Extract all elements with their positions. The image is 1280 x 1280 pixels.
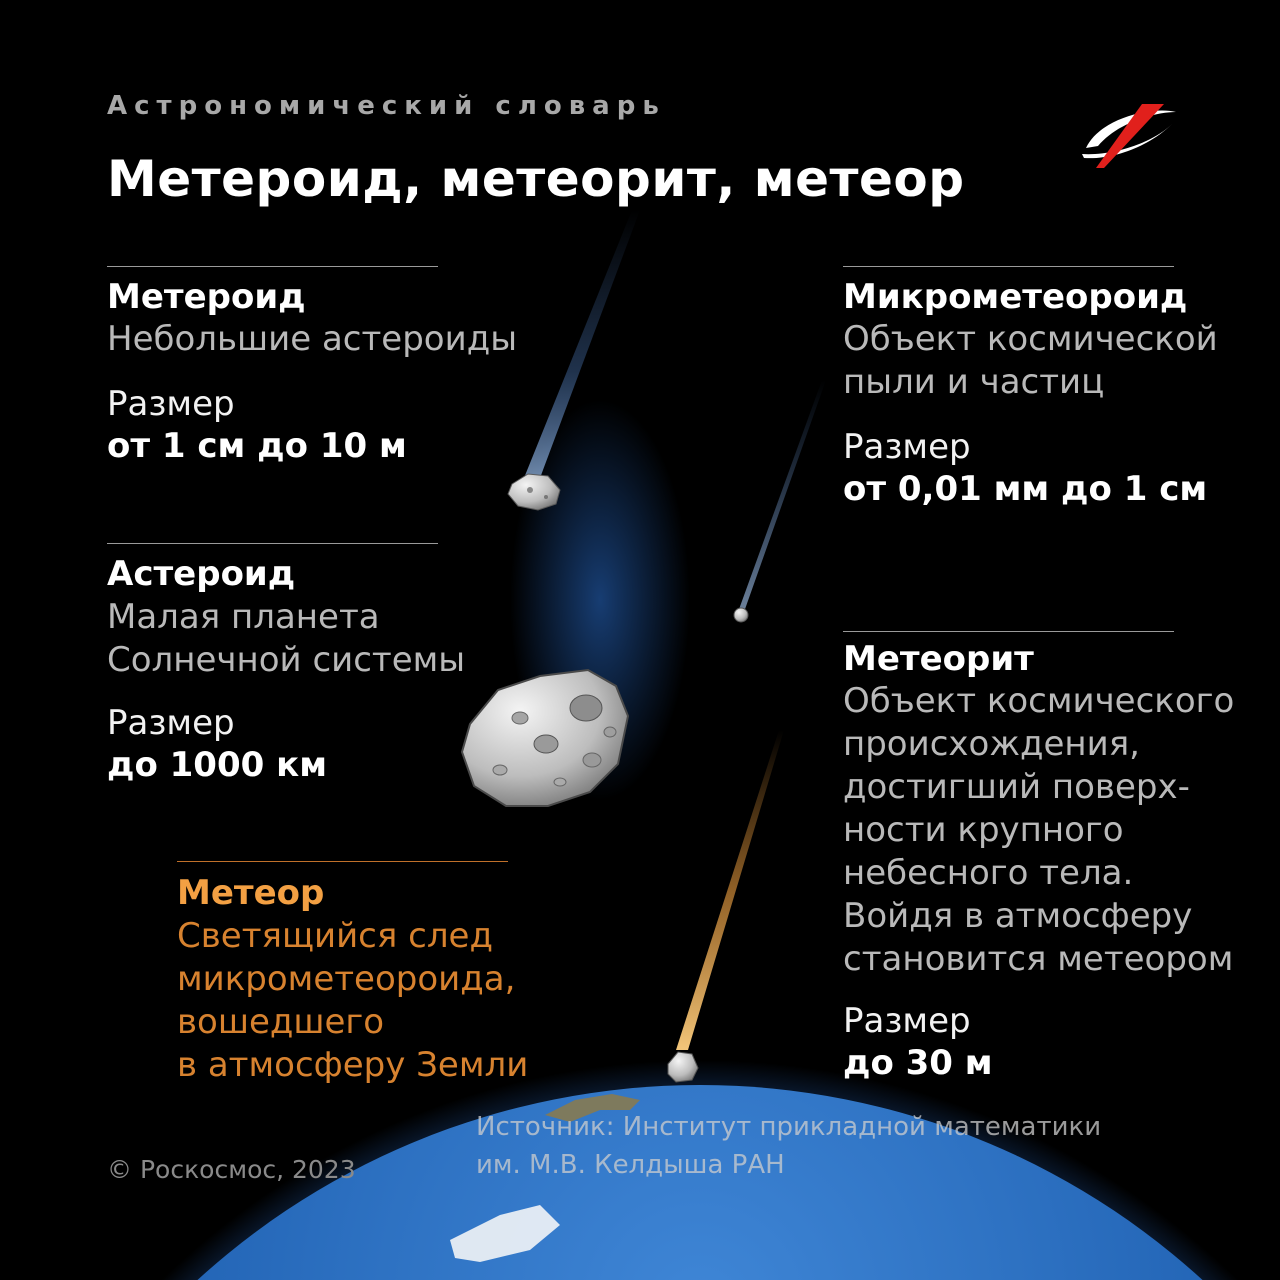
- micrometeoroid-trail: [738, 380, 826, 612]
- source-text: Источник: Институт прикладной математики им. М.В. Келдыша РАН: [476, 1112, 1102, 1180]
- divider: [107, 266, 438, 267]
- meteoroid-size-value: от 1 см до 10 м: [107, 426, 407, 466]
- divider: [843, 266, 1174, 267]
- meteorite-rock: [668, 1052, 698, 1082]
- micrometeoroid-description: Объект космической пыли и частиц: [843, 319, 1218, 402]
- divider: [177, 861, 508, 862]
- micrometeoroid-size-value: от 0,01 мм до 1 см: [843, 469, 1208, 509]
- micrometeoroid-particle: [734, 608, 748, 622]
- meteorite-size-value: до 30 м: [843, 1043, 993, 1083]
- asteroid-description: Малая планета Солнечной системы: [107, 597, 466, 680]
- meteoroid-heading: Метероид: [107, 277, 306, 317]
- section-kicker: Астрономический словарь: [107, 91, 666, 121]
- meteor-trail: [676, 730, 784, 1050]
- micrometeoroid-heading: Микрометеороид: [843, 277, 1188, 317]
- copyright-text: © Роскосмос, 2023: [107, 1155, 356, 1184]
- meteoroid-description: Небольшие астероиды: [107, 319, 518, 359]
- asteroid-size-value: до 1000 км: [107, 745, 327, 785]
- divider: [107, 543, 438, 544]
- divider: [843, 631, 1174, 632]
- asteroid-heading: Астероид: [107, 554, 296, 594]
- asteroid-size-label: Размер: [107, 703, 235, 743]
- micrometeoroid-size-label: Размер: [843, 427, 971, 467]
- meteorite-size-label: Размер: [843, 1001, 971, 1041]
- meteorite-description: Объект космического происхождения, достигший поверх- ности крупного небесного тела. Войдя в атмосферу становится метеором: [843, 681, 1235, 979]
- meteoroid-size-label: Размер: [107, 384, 235, 424]
- meteor-heading: Метеор: [177, 873, 325, 913]
- page-title: Метероид, метеорит, метеор: [107, 150, 965, 208]
- meteor-description: Светящийся след микрометеороида, вошедшего в атмосферу Земли: [177, 916, 529, 1085]
- meteorite-heading: Метеорит: [843, 639, 1034, 679]
- roscosmos-logo-icon: [1074, 98, 1178, 170]
